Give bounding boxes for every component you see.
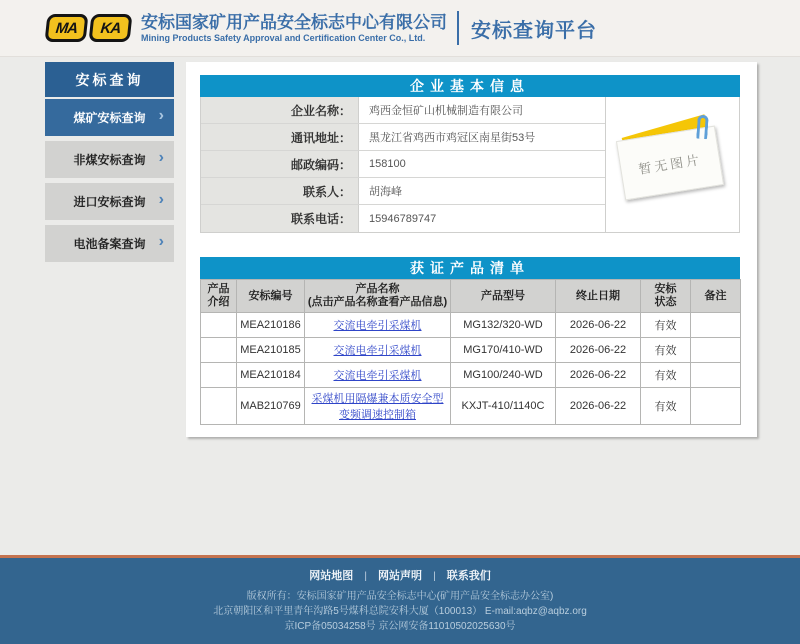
col-header-product-name xyxy=(305,280,451,313)
col-header-text: (点击产品名称查看产品信息) xyxy=(307,296,448,308)
model-cell: KXJT-410/1140C xyxy=(451,388,556,425)
maka-logo-badge-ka: KA xyxy=(89,14,133,42)
end-date-cell: 2026-06-22 xyxy=(556,363,641,388)
info-label: 通讯地址： xyxy=(201,124,359,150)
product-name-link[interactable]: 采煤机用隔爆兼本质安全型变频调速控制箱 xyxy=(311,393,444,421)
product-name-cell xyxy=(305,388,451,425)
contact-value: 胡海峰 xyxy=(359,178,605,204)
cert-no-cell: MEA210184 xyxy=(237,363,305,388)
copyright-line: 版权所有：安标国家矿用产品安全标志中心(矿用产品安全标志办公室) xyxy=(246,591,554,602)
model-cell: MG132/320-WD xyxy=(451,313,556,338)
sidebar-item-battery-query[interactable] xyxy=(45,225,174,262)
table-row xyxy=(201,363,741,388)
sidebar-item-label: 煤矿安标查询 xyxy=(73,111,146,125)
header-divider xyxy=(457,11,459,45)
product-name-cell xyxy=(305,338,451,363)
sidebar xyxy=(45,62,174,267)
product-name-cell xyxy=(305,313,451,338)
intro-cell xyxy=(201,313,237,338)
model-cell: MG100/240-WD xyxy=(451,363,556,388)
chevron-right-icon: › xyxy=(158,149,164,166)
col-header-text: 状态 xyxy=(654,296,677,308)
product-list-section xyxy=(200,257,740,425)
top-header xyxy=(0,0,800,57)
info-row-contact xyxy=(201,178,605,205)
info-label: 企业名称： xyxy=(201,97,359,123)
info-label: 邮政编码： xyxy=(201,151,359,177)
col-header-model xyxy=(451,280,556,313)
company-info-section xyxy=(200,75,740,233)
col-header-text: 介绍 xyxy=(207,296,230,308)
end-date-cell: 2026-06-22 xyxy=(556,338,641,363)
col-header-end-date xyxy=(556,280,641,313)
info-row-postcode xyxy=(201,151,605,178)
cert-no-cell: MEA210186 xyxy=(237,313,305,338)
sidebar-item-noncoal-query[interactable] xyxy=(45,141,174,178)
content-panel xyxy=(186,62,757,437)
col-header-remark xyxy=(691,280,741,313)
product-list-title: 获证产品清单 xyxy=(200,257,740,279)
company-name-value: 鸡西金恒矿山机械制造有限公司 xyxy=(359,97,605,123)
company-info-title: 企业基本信息 xyxy=(200,75,740,97)
footer-link-separator: | xyxy=(364,571,367,582)
footer-copyright xyxy=(0,589,800,634)
sidebar-title: 安标查询 xyxy=(45,62,174,97)
address-value: 黑龙江省鸡西市鸡冠区南星街53号 xyxy=(359,124,605,150)
cert-no-cell: MEA210185 xyxy=(237,338,305,363)
col-header-cert-no xyxy=(237,280,305,313)
status-cell: 有效 xyxy=(641,363,691,388)
sidebar-item-coal-query[interactable] xyxy=(45,99,174,136)
sidebar-item-label: 进口安标查询 xyxy=(73,195,146,209)
sidebar-item-label: 非煤安标查询 xyxy=(73,153,146,167)
table-row xyxy=(201,338,741,363)
col-header-status xyxy=(641,280,691,313)
copyright-line: 北京朝阳区和平里青年沟路5号煤科总院安科大厦（100013） E-mail:aqbz@aqbz.org xyxy=(213,606,587,617)
intro-cell xyxy=(201,388,237,425)
col-header-intro xyxy=(201,280,237,313)
col-header-text: 产品 xyxy=(207,283,230,295)
col-header-text: 产品名称 xyxy=(355,283,400,295)
sidebar-item-import-query[interactable] xyxy=(45,183,174,220)
org-name-cn: 安标国家矿用产品安全标志中心有限公司 xyxy=(141,12,447,32)
sidebar-item-label: 电池备案查询 xyxy=(73,237,146,251)
company-image-cell xyxy=(605,97,739,232)
no-image-card: 暂无图片 xyxy=(616,126,724,201)
product-name-link[interactable]: 交流电牵引采煤机 xyxy=(333,345,422,357)
col-header-text: 终止日期 xyxy=(576,289,620,302)
chevron-right-icon: › xyxy=(158,233,164,250)
status-cell: 有效 xyxy=(641,338,691,363)
col-header-text: 备注 xyxy=(704,289,727,302)
cert-no-cell: MAB210769 xyxy=(237,388,305,425)
intro-cell xyxy=(201,338,237,363)
status-cell: 有效 xyxy=(641,388,691,425)
postcode-value: 158100 xyxy=(359,151,605,177)
status-cell: 有效 xyxy=(641,313,691,338)
info-label: 联系人： xyxy=(201,178,359,204)
col-header-text: 安标编号 xyxy=(248,289,293,302)
company-info-rows xyxy=(201,97,605,232)
footer-link-sitemap[interactable]: 网站地图 xyxy=(309,570,354,582)
product-table xyxy=(200,279,741,425)
copyright-line: 京ICP备05034258号 京公网安备11010502025630号 xyxy=(284,621,516,632)
footer-links xyxy=(0,558,800,583)
footer-band xyxy=(0,558,800,644)
col-header-text: 产品型号 xyxy=(481,289,525,302)
model-cell: MG170/410-WD xyxy=(451,338,556,363)
product-name-link[interactable]: 交流电牵引采煤机 xyxy=(333,320,422,332)
chevron-right-icon: › xyxy=(158,107,164,124)
info-row-company-name xyxy=(201,97,605,124)
no-image-placeholder xyxy=(620,121,724,207)
phone-value: 15946789747 xyxy=(359,205,605,232)
remark-cell xyxy=(691,338,741,363)
remark-cell xyxy=(691,388,741,425)
platform-title: 安标查询平台 xyxy=(471,19,597,42)
paperclip-icon xyxy=(696,115,709,140)
info-row-address xyxy=(201,124,605,151)
chevron-right-icon: › xyxy=(158,191,164,208)
org-title-block xyxy=(141,13,447,44)
col-header-text: 安标 xyxy=(654,283,677,295)
table-row xyxy=(201,313,741,338)
intro-cell xyxy=(201,363,237,388)
product-name-cell xyxy=(305,363,451,388)
product-name-link[interactable]: 交流电牵引采煤机 xyxy=(333,370,422,382)
maka-logo xyxy=(46,14,131,42)
remark-cell xyxy=(691,363,741,388)
footer xyxy=(0,555,800,644)
maka-logo-badge-ma: MA xyxy=(45,14,89,42)
info-label: 联系电话： xyxy=(201,205,359,232)
remark-cell xyxy=(691,313,741,338)
footer-link-separator: | xyxy=(433,571,436,582)
end-date-cell: 2026-06-22 xyxy=(556,388,641,425)
org-name-en: Mining Products Safety Approval and Certification Center Co., Ltd. xyxy=(141,32,426,43)
info-row-phone xyxy=(201,205,605,232)
footer-link-statement[interactable]: 网站声明 xyxy=(378,570,422,582)
company-info-table xyxy=(200,97,740,233)
footer-link-contact[interactable]: 联系我们 xyxy=(446,570,491,582)
product-table-header-row xyxy=(201,280,741,313)
table-row xyxy=(201,388,741,425)
end-date-cell: 2026-06-22 xyxy=(556,313,641,338)
